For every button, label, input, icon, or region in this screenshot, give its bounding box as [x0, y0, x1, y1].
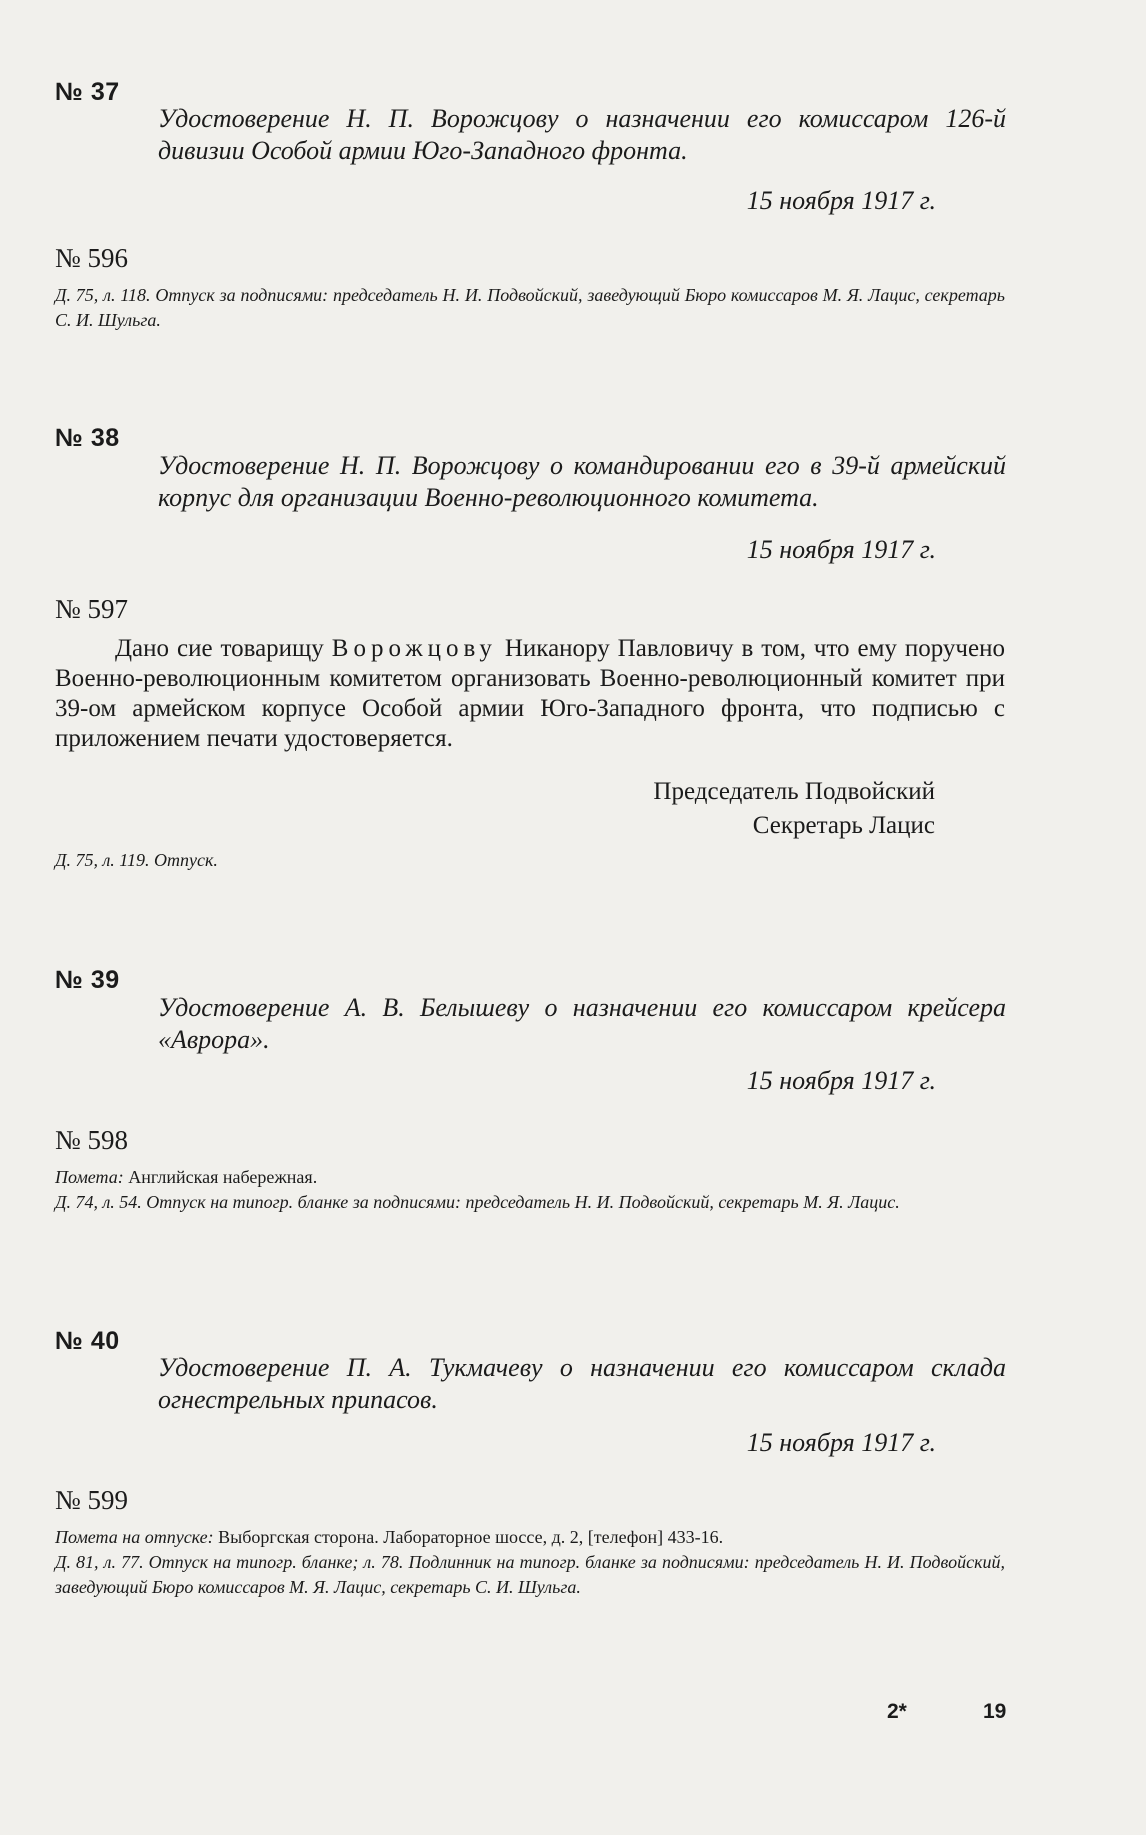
document-date: 15 ноября 1917 г. — [746, 1428, 936, 1457]
archive-reference: Д. 74, л. 54. Отпуск на типогр. бланке за подписями: председатель Н. И. Подвойский, секретарь М. Я. Лацис. — [55, 1192, 900, 1212]
body-text-rest: Никанору Павловичу в том, что ему поручено Военно-революционным комитетом организовать Военно-революционный комитет при 39-ом армейском корпусе Особой армии Юго-Западного фронта, что подписью с приложением печати удостоверяется. — [55, 635, 1005, 752]
document-date: 15 ноября 1917 г. — [746, 1066, 936, 1095]
mark-text: Выборгская сторона. Лабораторное шоссе, д. 2, [телефон] 433-16. — [213, 1527, 724, 1547]
archive-number: № 599 — [55, 1485, 129, 1515]
signature-chairman: Председатель Подвойский — [653, 778, 935, 805]
signature-secretary: Секретарь Лацис — [752, 812, 935, 839]
body-text-start: Дано сие товарищу — [115, 635, 332, 662]
archive-note — [55, 1525, 1005, 1600]
archive-note: Д. 75, л. 119. Отпуск. — [55, 850, 218, 870]
archive-reference: Д. 81, л. 77. Отпуск на типогр. бланке; л. 78. Подлинник на типогр. бланке за подписями: председатель Н. И. Подвойский, заведующий Бюро комиссаров М. Я. Лацис, секретарь С. И. Шульга. — [55, 1552, 1005, 1597]
document-date: 15 ноября 1917 г. — [746, 535, 936, 564]
mark-label: Помета на отпуске: — [55, 1527, 214, 1547]
document-heading: Удостоверение А. В. Белышеву о назначении его комиссаром крейсера «Аврора». — [158, 993, 1006, 1054]
archive-number: № 597 — [55, 594, 129, 624]
document-heading: Удостоверение Н. П. Ворожцову о командировании его в 39-й армейский корпус для организации Военно-революционного комитета. — [158, 451, 1006, 512]
signature-mark: 2* — [887, 1700, 907, 1723]
mark-label: Помета: — [55, 1167, 124, 1187]
document-number: № 39 — [55, 966, 120, 994]
document-number: № 40 — [55, 1327, 120, 1355]
document-number: № 38 — [55, 424, 120, 452]
archive-number: № 598 — [55, 1125, 129, 1155]
archive-number: № 596 — [55, 243, 129, 273]
document-date: 15 ноября 1917 г. — [746, 186, 936, 215]
document-number: № 37 — [55, 78, 120, 106]
mark-text: Английская набережная. — [123, 1167, 318, 1187]
body-text-name: Ворожцову — [331, 635, 497, 662]
archive-note — [55, 1165, 1005, 1215]
document-body — [55, 634, 1005, 754]
document-heading: Удостоверение П. А. Тукмачеву о назначении его комиссаром склада огнестрельных припасов. — [158, 1353, 1006, 1414]
page-number: 19 — [983, 1700, 1007, 1723]
document-heading: Удостоверение Н. П. Ворожцову о назначении его комиссаром 126-й дивизии Особой армии Юго-Западного фронта. — [158, 104, 1006, 165]
archive-note: Д. 75, л. 118. Отпуск за подписями: председатель Н. И. Подвойский, заведующий Бюро комиссаров М. Я. Лацис, секретарь С. И. Шульга. — [55, 285, 1005, 330]
